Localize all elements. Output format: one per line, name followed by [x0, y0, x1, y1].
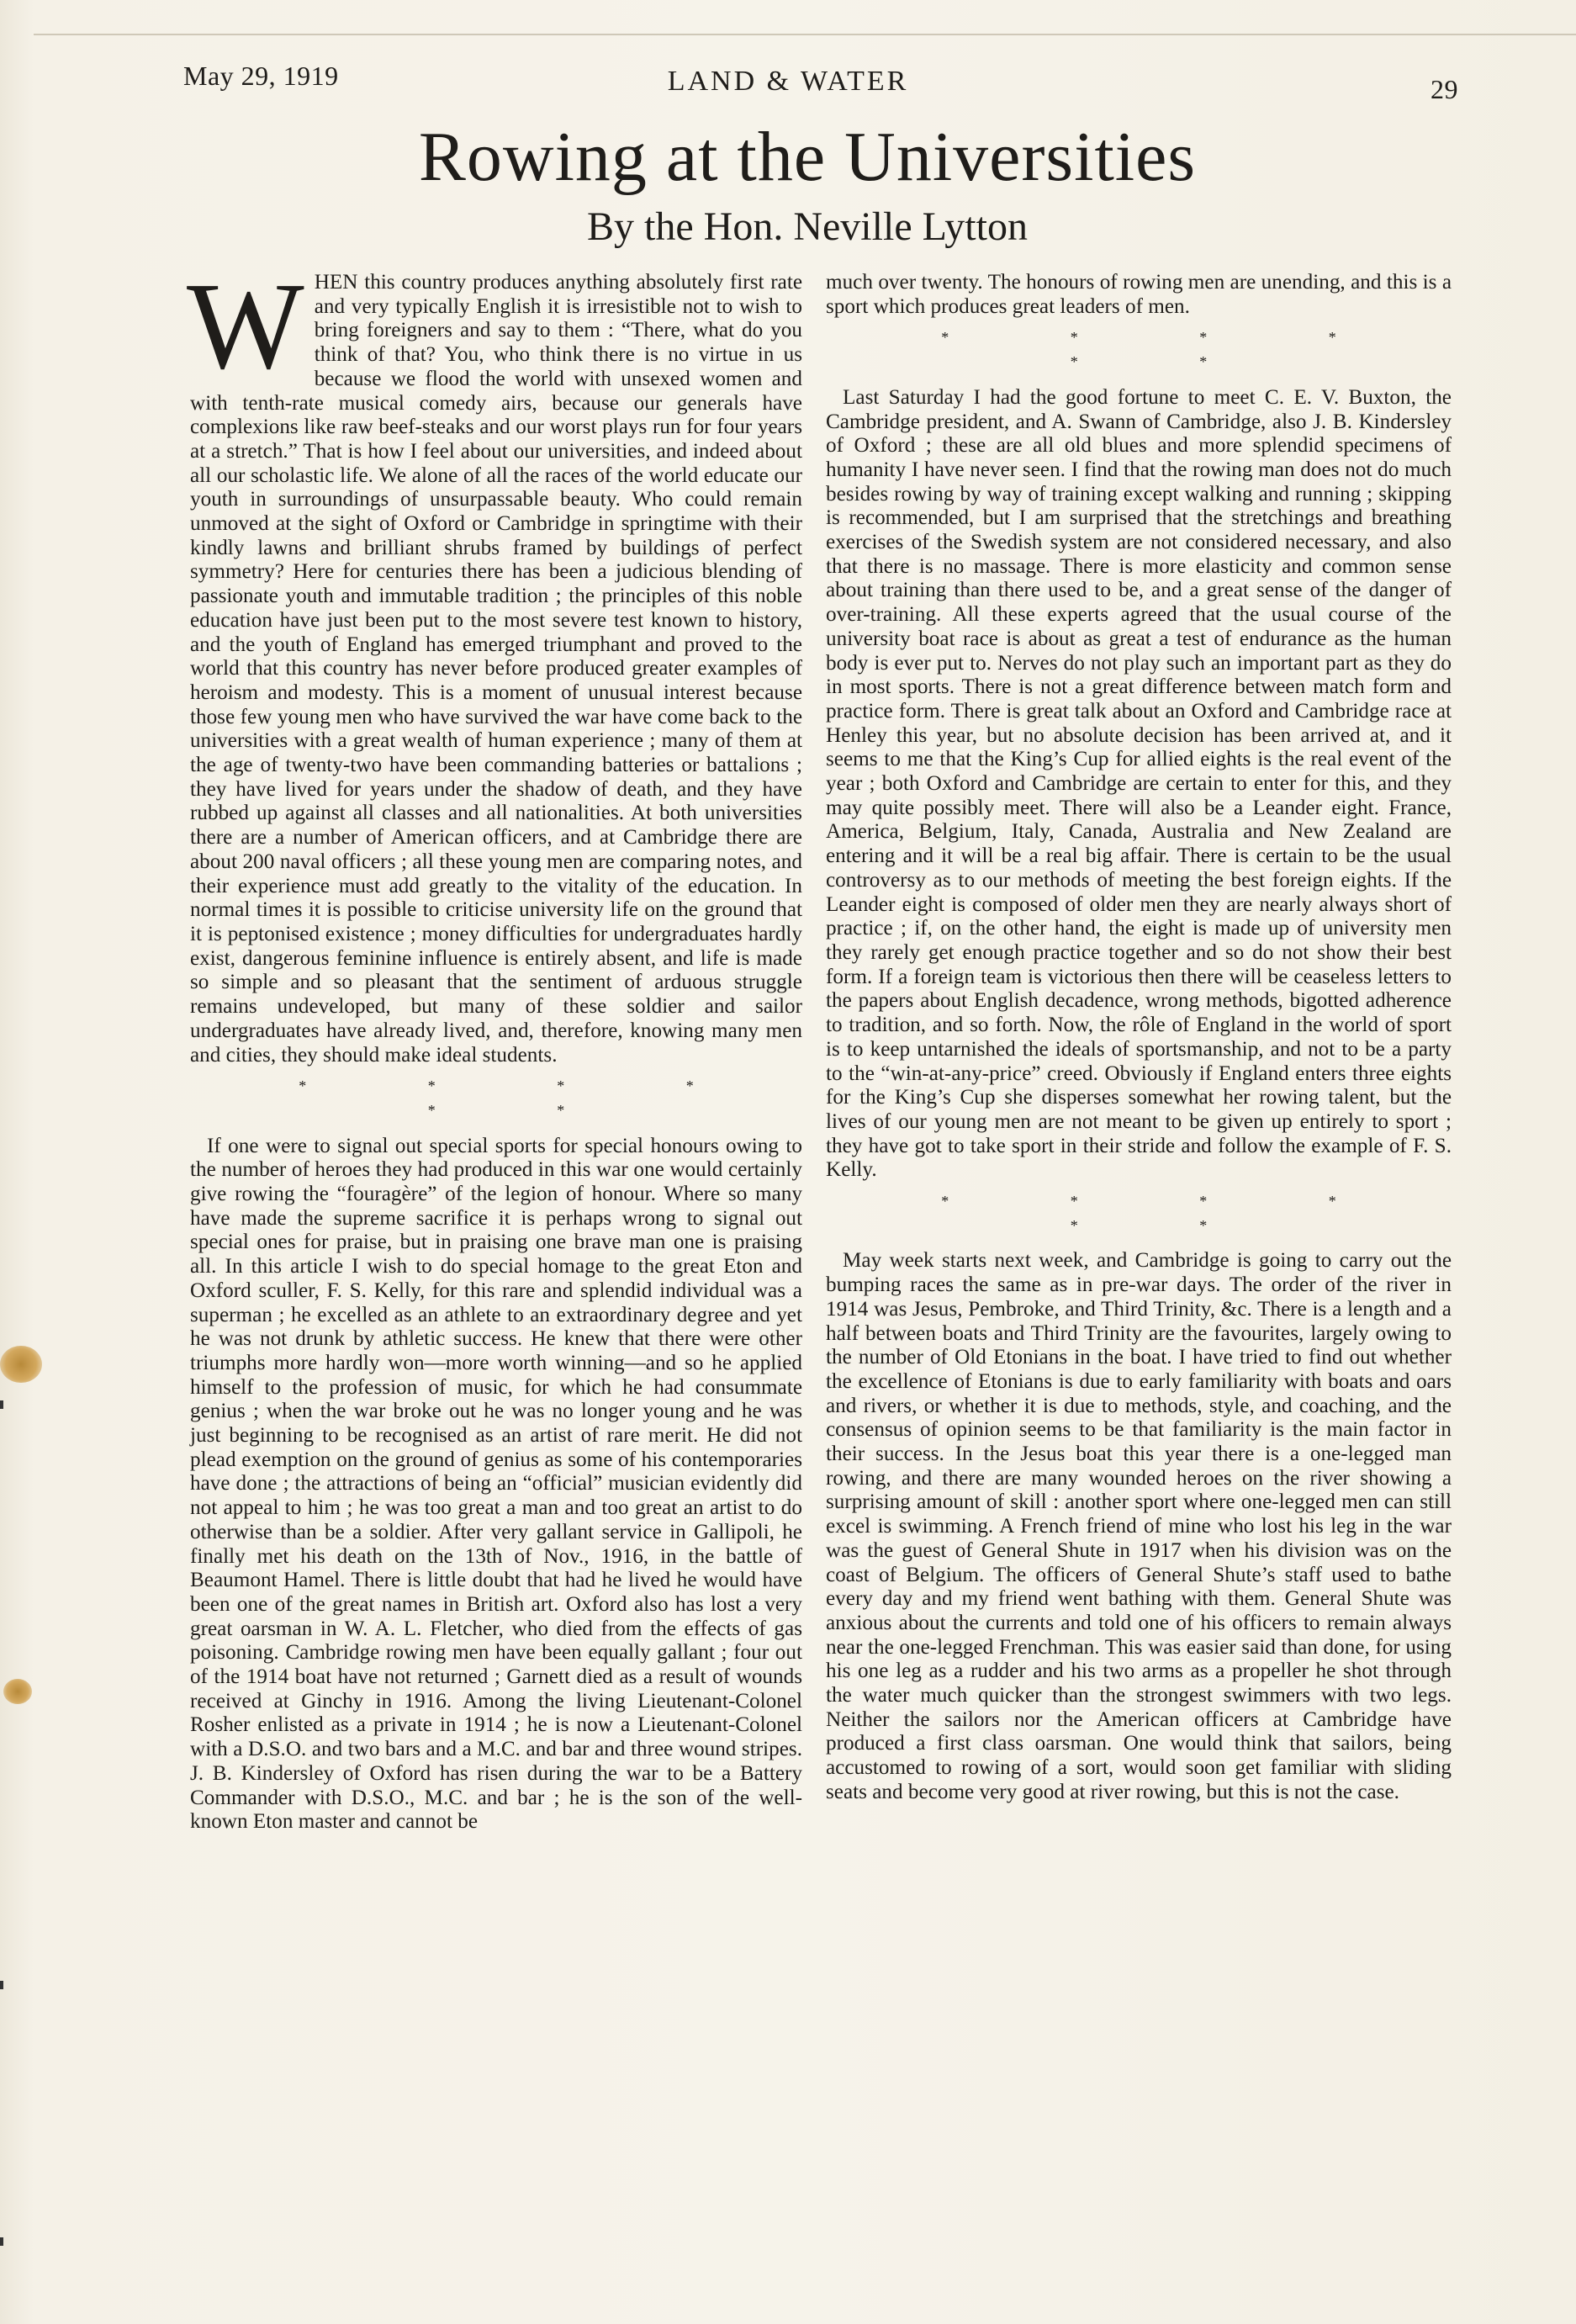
- article-title: Rowing at the Universities: [418, 118, 1197, 196]
- paragraph-intro: [187, 257, 802, 1067]
- paper-stain: [3, 1679, 32, 1704]
- binding-mark: [0, 1981, 3, 1989]
- section-separator: * * * * * *: [941, 1193, 1395, 1234]
- paragraph-training: Last Saturday I had the good fortune to meet C. E. V. Buxton, the Cambridge president, and A. Swann of Cambridge, also J. B. Kindersley of Oxford ; these are all old blues and more splendid specimens of humanity I have never seen. I find that the rowing man does not do much besides rowing by way of training except walking and running ; skipping is recommended, but I am surprised that the stretchings and breathing exercises of the Swedish system are not considered necessary, and also that there is no massage. There is more elasticity and common sense about training than there used to be, and a great sense of the danger of over-training. All these experts agreed that the usual course of the university boat race is about as great a test of endurance as the human body is ever put to. Nerves do not play such an important part as they do in most sports. There is not a great difference between match form and practice form. There is great talk about an Oxford and Cambridge race at Henley this year, but no absolute decision has been arrived at, and it seems to me that the King’s Cup for allied eights is the real event of the year ; both Oxford and Cambridge are certain to enter for this, and they may quite possibly meet. There will also be a Leander eight. France, America, Belgium, Italy, Canada, Australia and New Zealand are entering and it will be a real big affair. There is certain to be the usual controversy as to our methods of meeting the best foreign eights. If the Leander eight is composed of older men they are nearly always short of practice ; if, on the other hand, the eight is made up of university men they rarely get enough practice together and so do not show their best form. If a foreign team is victorious then there will be ceaseless letters to the papers about English decadence, wrong methods, bigotted adherence to tradition, and so forth. Now, the rôle of England in the world of sport is to keep untarnished the ideals of sportsmanship, and not to be a party to the “win-at-any-price” creed. Obviously if England enters three eights for the King’s Cup she disperses somewhat her rowing talent, but the lives of our young men are not meant to be given up entirely to sport ; they have got to take sport in their stride and follow the example of F. S. Kelly.: [826, 385, 1452, 1182]
- page-top-edge: [34, 34, 1576, 35]
- paragraph-may-week: May week starts next week, and Cambridge is going to carry out the bumping races the same as in pre-war days. The order of the river in 1914 was Jesus, Pembroke, and Third Trinity, &c. There is a length and a half between boats and Third Trinity are the favourites, largely owing to the number of Old Etonians in the boat. I have tried to find out whether the excellence of Etonians is due to early familiarity with boats and oars and rivers, or whether it is due to methods, style, and coaching, and the consensus of opinion seems to be that familiarity is the main factor in their success. In the Jesus boat this year there is a one-legged man rowing, and there are many wounded heroes on the river showing a surprising amount of skill : another sport where one-legged men can still excel is swimming. A French friend of mine who lost his leg in the war was the guest of General Shute in 1917 when his division was on the coast of Belgium. The officers of General Shute’s staff used to bathe every day and my friend went bathing with them. General Shute was anxious about the currents and told one of his officers to remain always near the one-legged Frenchman. This was easier said than done, for using his one leg as a rudder and his two arms as a propeller he shot through the water much quicker than the strongest swimmers with two legs. Neither the sailors nor the American officers at Cambridge have produced a first class oarsman. One would think that sailors, being accustomed to rowing of a sort, would soon get familiar with sliding seats and become very good at river rowing, but this is not the case.: [826, 1249, 1452, 1803]
- paragraph-honours: If one were to signal out special sports for special honours owing to the number of heroes they had produced in this war one would certainly give rowing the “fouragère” of the legion of honour. Where so many have made the supreme sacrifice it is perhaps wrong to signal out special ones for praise, but in praising one brave man one is praising all. In this article I wish to do special homage to the great Eton and Oxford sculler, F. S. Kelly, for this rare and splendid individual was a superman ; he excelled as an athlete to an extraordinary degree and yet he was not drunk by athletic success. He knew that there were other triumphs more hardly won—more worth winning—and so he applied himself to the profession of music, for which he had consummate genius ; when the war broke out he was no longer young and he was just beginning to be recognised as an artist of rare merit. He did not plead exemption on the ground of genius as some of his contemporaries have done ; the attractions of being an “official” musician evidently did not appeal to him ; he was too great a man and too great an artist to do otherwise than be a soldier. After very gallant service in Gallipoli, he finally met his death on the 13th of Nov., 1916, in the battle of Beaumont Hamel. There is little doubt that had he lived he would have been one of the great names in British art. Oxford also has lost a very great oarsman in W. A. L. Fletcher, who died from the effects of gas poisoning. Cambridge rowing men have been equally gallant ; four out of the 1914 boat have not returned ; Garnett died as a result of wounds received at Ginchy in 1916. Among the living Lieutenant-Colonel Rosher enlisted as a private in 1914 ; he is now a Lieutenant-Colonel with a D.S.O. and two bars and a M.C. and bar and three wound stripes. J. B. Kindersley of Oxford has risen during the war to be a Battery Commander with D.S.O., M.C. and bar ; he is the son of the well-known Eton master and cannot be: [190, 1134, 802, 1834]
- paragraph-continuation: much over twenty. The honours of rowing men are unending, and this is a sport which produces great leaders of men.: [826, 271, 1452, 318]
- article-byline: By the Hon. Neville Lytton: [587, 204, 1028, 249]
- section-separator: * * * * * *: [941, 329, 1395, 371]
- paper-stain: [0, 1346, 42, 1383]
- header-date: May 29, 1919: [183, 61, 339, 91]
- right-column: [826, 271, 1452, 1805]
- header-magazine-name: LAND & WATER: [667, 66, 909, 97]
- left-column: [187, 257, 802, 1834]
- header-page-number: 29: [1431, 74, 1458, 104]
- binding-mark: [0, 2237, 3, 2246]
- drop-cap: W: [187, 257, 304, 395]
- binding-mark: [0, 1400, 3, 1409]
- section-separator: * * * * * *: [299, 1077, 753, 1119]
- paragraph-intro-text: HEN this country produces anything absolutely first rate and very typically English it is irresistible not to wish to bring foreigners and say to them : “There, what do you think of that? You, who think there is no virtue in us because we flood the world with unsexed women and with tenth-rate musical comedy airs, because our generals have complexions like raw beef-steaks and our worst plays run for four years at a stretch.” That is how I feel about our universities, and indeed about all our scholastic life. We alone of all the races of the world educate our youth in surroundings of unsurpassable beauty. Who could remain unmoved at the sight of Oxford or Cambridge in springtime with their kindly lawns and brilliant shrubs framed by buildings of perfect symmetry? Here for centuries there has been a judicious blending of passionate youth and immutable tradition ; the principles of this noble education have just been put to the most severe test known to history, and the youth of England has emerged triumphant and proved to the world that this country has never before produced greater examples of heroism and modesty. This is a moment of unusual interest because those few young men who have survived the war have come back to the universities with a great wealth of human experience ; many of them at the age of twenty-two have been commanding batteries or battalions ; they have lived for years under the shadow of death, and they have rubbed up against all classes and all nationalities. At both universities there are a number of American officers, and at Cambridge there are about 200 naval officers ; all these young men are comparing notes, and their experience must add greatly to the vitality of the education. In normal times it is possible to criticise university life on the ground that it is peptonised existence ; money difficulties for undergraduates hardly exist, dangerous feminine influence is entirely absent, and life is made so simple and so pleasant that the sentiment of arduous struggle remains undeveloped, but many of these soldier and sailor undergraduates have already lived, and, therefore, knowing many men and cities, they should make ideal students.: [190, 271, 802, 1067]
